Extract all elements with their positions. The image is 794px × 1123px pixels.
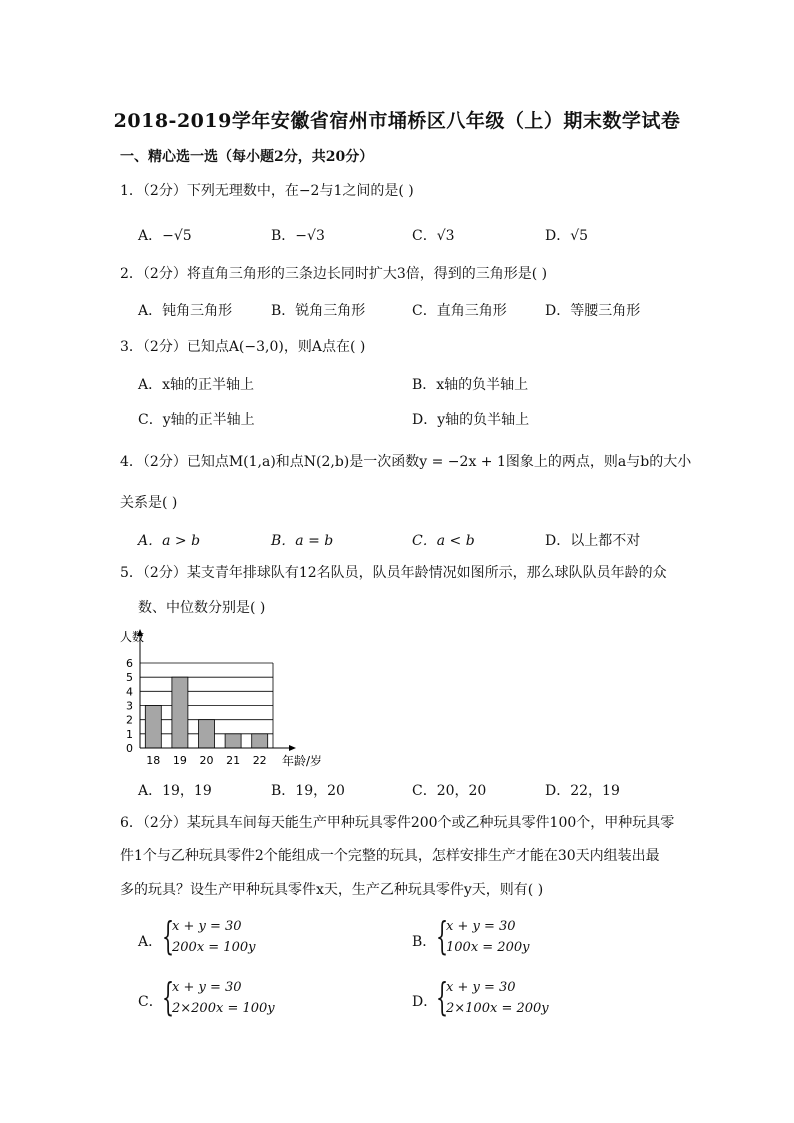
question-6-stem-cont2: 多的玩具？设生产甲种玩具零件x天，生产乙种玩具零件y天，则有( ) (120, 882, 544, 898)
q2-option-a: A．钝角三角形 (138, 303, 233, 319)
x-axis-label: 年龄/岁 (282, 754, 323, 768)
x-tick-label: 20 (199, 754, 214, 767)
bar (225, 734, 241, 748)
q6-option-d-system (436, 975, 586, 1024)
equation-line: x + y = 30 (172, 919, 242, 934)
question-4-stem: 4．（2分）已知点M(1,a)和点N(2,b)是一次函数y = −2x + 1图象上的两点，则a与b的大小 (120, 454, 692, 470)
q1-option-d: D．√5 (545, 228, 589, 244)
q6-option-c-label: C． (138, 994, 163, 1010)
q5-option-d: D．22，19 (545, 783, 620, 799)
q1-option-c: C．√3 (412, 228, 455, 244)
q4-option-a: A．a > b (138, 533, 201, 549)
q6-option-d-label: D． (412, 994, 438, 1010)
question-3-stem: 3．（2分）已知点A(−3,0)，则A点在( ) (120, 339, 366, 355)
y-axis-label: 人数 (120, 630, 145, 644)
bar (172, 677, 188, 748)
equation-line: x + y = 30 (172, 980, 242, 995)
q2-option-b: B．锐角三角形 (271, 303, 366, 319)
bar (145, 706, 161, 749)
exam-title: 2018-2019学年安徽省宿州市埇桥区八年级（上）期末数学试卷 (113, 110, 681, 132)
question-4-stem-cont: 关系是( ) (120, 495, 178, 511)
y-tick-label: 4 (126, 685, 133, 699)
age-bar-chart (110, 625, 323, 770)
x-tick-label: 19 (172, 754, 187, 767)
x-tick-label: 21 (226, 754, 241, 767)
q3-option-c: C．y轴的正半轴上 (138, 412, 255, 428)
q6-option-a-system (162, 914, 312, 963)
q2-option-d: D．等腰三角形 (545, 303, 641, 319)
x-axis-arrow (289, 745, 296, 751)
question-5-stem: 5．（2分）某支青年排球队有12名队员，队员年龄情况如图所示，那么球队队员年龄的众 (120, 565, 667, 581)
brace-glyph: { (162, 914, 175, 958)
y-tick-label: 3 (126, 699, 133, 713)
y-tick-label: 6 (126, 657, 133, 670)
q6-option-b-system (436, 914, 586, 963)
y-tick-label: 0 (126, 742, 133, 755)
q6-option-b-label: B． (412, 934, 437, 950)
bar (199, 720, 215, 748)
brace-glyph: { (436, 914, 449, 958)
section-heading: 一、精心选一选（每小题2分，共20分） (120, 149, 374, 165)
equation-line: 2×100x = 200y (446, 1001, 549, 1016)
q5-option-a: A．19，19 (138, 783, 212, 799)
q6-option-a-label: A． (138, 934, 163, 950)
question-6-stem-cont1: 件1个与乙种玩具零件2个能组成一个完整的玩具，怎样安排生产才能在30天内组装出最 (120, 848, 660, 864)
question-1-stem: 1．（2分）下列无理数中，在−2与1之间的是( ) (120, 183, 414, 199)
q1-option-b: B．−√3 (271, 228, 325, 244)
question-5-stem-cont: 数、中位数分别是( ) (138, 600, 266, 616)
q3-option-a: A．x轴的正半轴上 (138, 377, 255, 393)
q4-option-d: D．以上都不对 (545, 533, 641, 549)
q4-option-b: B．a = b (271, 533, 334, 549)
bar (252, 734, 268, 748)
brace-glyph: { (162, 975, 175, 1019)
y-tick-label: 1 (126, 727, 133, 741)
q3-option-b: B．x轴的负半轴上 (412, 377, 529, 393)
question-6-stem: 6．（2分）某玩具车间每天能生产甲种玩具零件200个或乙种玩具零件100个，甲种玩具零 (120, 815, 675, 831)
q5-option-c: C．20，20 (412, 783, 487, 799)
q3-option-d: D．y轴的负半轴上 (412, 412, 530, 428)
y-tick-label: 2 (126, 713, 133, 727)
equation-line: x + y = 30 (446, 980, 516, 995)
question-2-stem: 2．（2分）将直角三角形的三条边长同时扩大3倍，得到的三角形是( ) (120, 266, 548, 282)
equation-line: 100x = 200y (446, 940, 530, 955)
x-tick-label: 18 (146, 754, 161, 767)
q2-option-c: C．直角三角形 (412, 303, 507, 319)
equation-line: 2×200x = 100y (172, 1001, 275, 1016)
q1-option-a: A．−√5 (138, 228, 192, 244)
brace-glyph: { (436, 975, 449, 1019)
q4-option-c: C．a < b (412, 533, 475, 549)
equation-line: 200x = 100y (172, 940, 256, 955)
q6-option-c-system (162, 975, 312, 1024)
q5-option-b: B．19，20 (271, 783, 345, 799)
equation-line: x + y = 30 (446, 919, 516, 934)
x-tick-label: 22 (252, 754, 267, 767)
y-tick-label: 5 (126, 671, 133, 685)
